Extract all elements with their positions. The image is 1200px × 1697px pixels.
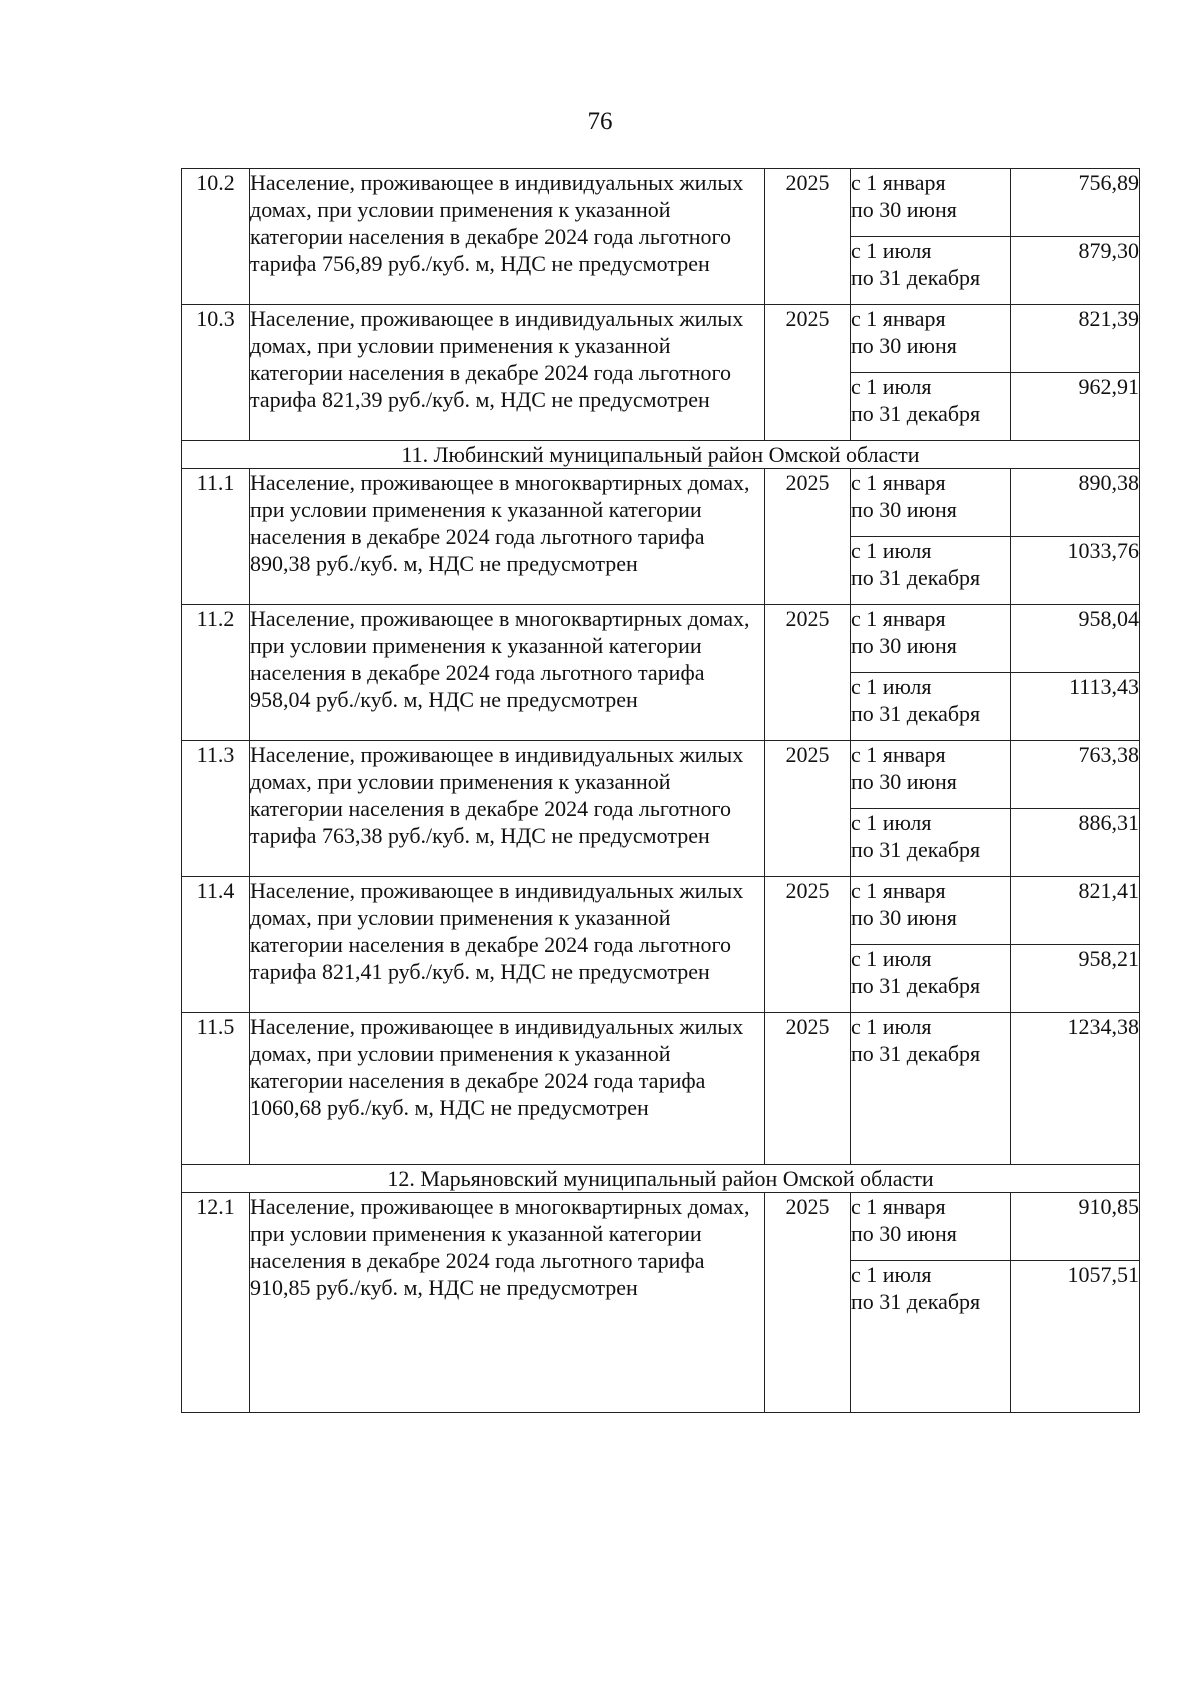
entry-year: 2025	[765, 1193, 851, 1413]
entry-number: 11.1	[182, 469, 250, 605]
period-from: с 1 июля	[851, 1014, 932, 1039]
entry-number: 10.2	[182, 169, 250, 305]
period-cell	[851, 237, 1011, 305]
entry-description: Население, проживающее в многоквартирных домах, при условии применения к указанной категории населения в декабре 2024 года льготного тарифа 890,38 руб./куб. м, НДС не предусмотрен	[250, 469, 765, 605]
entry-number: 11.5	[182, 1013, 250, 1165]
period-from: с 1 июля	[851, 238, 932, 263]
period-to: по 31 декабря	[851, 837, 981, 862]
period-to: по 31 декабря	[851, 1289, 981, 1314]
period-to: по 31 декабря	[851, 1041, 981, 1066]
section-row	[182, 1165, 1140, 1193]
tariff-value: 763,38	[1011, 741, 1140, 809]
entry-description: Население, проживающее в многоквартирных домах, при условии применения к указанной категории населения в декабре 2024 года льготного тарифа 958,04 руб./куб. м, НДС не предусмотрен	[250, 605, 765, 741]
table-row	[182, 605, 1140, 673]
period-from: с 1 июля	[851, 1262, 932, 1287]
period-to: по 31 декабря	[851, 565, 981, 590]
period-cell	[851, 741, 1011, 809]
period-cell	[851, 1261, 1011, 1413]
period-to: по 30 июня	[851, 497, 957, 522]
period-from: с 1 января	[851, 606, 946, 631]
entry-description: Население, проживающее в индивидуальных жилых домах, при условии применения к указанной категории населения в декабре 2024 года льготного тарифа 821,39 руб./куб. м, НДС не предусмотрен	[250, 305, 765, 441]
table-row	[182, 305, 1140, 373]
period-from: с 1 января	[851, 1194, 946, 1219]
period-cell	[851, 469, 1011, 537]
page-number: 76	[587, 108, 613, 135]
entry-number: 11.2	[182, 605, 250, 741]
entry-year: 2025	[765, 877, 851, 1013]
period-to: по 30 июня	[851, 769, 957, 794]
period-from: с 1 января	[851, 742, 946, 767]
entry-description: Население, проживающее в индивидуальных жилых домах, при условии применения к указанной категории населения в декабре 2024 года льготного тарифа 821,41 руб./куб. м, НДС не предусмотрен	[250, 877, 765, 1013]
entry-year: 2025	[765, 469, 851, 605]
tariff-value: 958,21	[1011, 945, 1140, 1013]
tariff-value: 886,31	[1011, 809, 1140, 877]
tariff-value: 1113,43	[1011, 673, 1140, 741]
period-to: по 31 декабря	[851, 701, 981, 726]
entry-year: 2025	[765, 605, 851, 741]
tariff-table-body	[182, 169, 1140, 1413]
period-cell	[851, 373, 1011, 441]
period-from: с 1 января	[851, 878, 946, 903]
period-from: с 1 июля	[851, 810, 932, 835]
tariff-value: 962,91	[1011, 373, 1140, 441]
tariff-value: 958,04	[1011, 605, 1140, 673]
period-cell	[851, 1013, 1011, 1165]
table-row	[182, 1013, 1140, 1165]
period-cell	[851, 169, 1011, 237]
entry-description: Население, проживающее в многоквартирных домах, при условии применения к указанной категории населения в декабре 2024 года льготного тарифа 910,85 руб./куб. м, НДС не предусмотрен	[250, 1193, 765, 1413]
entry-year: 2025	[765, 305, 851, 441]
tariff-value: 1057,51	[1011, 1261, 1140, 1413]
table-row	[182, 877, 1140, 945]
period-cell	[851, 809, 1011, 877]
period-from: с 1 января	[851, 306, 946, 331]
period-to: по 30 июня	[851, 1221, 957, 1246]
entry-number: 10.3	[182, 305, 250, 441]
entry-number: 11.4	[182, 877, 250, 1013]
period-cell	[851, 305, 1011, 373]
section-title: 11. Любинский муниципальный район Омской области	[182, 441, 1140, 469]
tariff-value: 1033,76	[1011, 537, 1140, 605]
entry-description: Население, проживающее в индивидуальных жилых домах, при условии применения к указанной категории населения в декабре 2024 года льготного тарифа 763,38 руб./куб. м, НДС не предусмотрен	[250, 741, 765, 877]
table-row	[182, 741, 1140, 809]
entry-year: 2025	[765, 1013, 851, 1165]
period-to: по 30 июня	[851, 197, 957, 222]
period-from: с 1 января	[851, 470, 946, 495]
period-to: по 31 декабря	[851, 265, 981, 290]
tariff-value: 910,85	[1011, 1193, 1140, 1261]
entry-year: 2025	[765, 741, 851, 877]
period-to: по 30 июня	[851, 905, 957, 930]
period-from: с 1 июля	[851, 374, 932, 399]
table-row	[182, 169, 1140, 237]
entry-description: Население, проживающее в индивидуальных жилых домах, при условии применения к указанной категории населения в декабре 2024 года льготного тарифа 756,89 руб./куб. м, НДС не предусмотрен	[250, 169, 765, 305]
section-row	[182, 441, 1140, 469]
tariff-value: 821,41	[1011, 877, 1140, 945]
period-to: по 31 декабря	[851, 973, 981, 998]
table-row	[182, 469, 1140, 537]
period-from: с 1 июля	[851, 946, 932, 971]
tariff-value: 879,30	[1011, 237, 1140, 305]
period-from: с 1 июля	[851, 674, 932, 699]
tariff-value: 821,39	[1011, 305, 1140, 373]
period-cell	[851, 877, 1011, 945]
entry-year: 2025	[765, 169, 851, 305]
tariff-value: 890,38	[1011, 469, 1140, 537]
tariff-value: 1234,38	[1011, 1013, 1140, 1165]
entry-number: 12.1	[182, 1193, 250, 1413]
period-to: по 30 июня	[851, 633, 957, 658]
period-cell	[851, 605, 1011, 673]
period-from: с 1 июля	[851, 538, 932, 563]
entry-number: 11.3	[182, 741, 250, 877]
period-cell	[851, 673, 1011, 741]
period-to: по 30 июня	[851, 333, 957, 358]
table-row	[182, 1193, 1140, 1261]
section-title: 12. Марьяновский муниципальный район Омской области	[182, 1165, 1140, 1193]
period-to: по 31 декабря	[851, 401, 981, 426]
period-cell	[851, 945, 1011, 1013]
entry-description: Население, проживающее в индивидуальных жилых домах, при условии применения к указанной категории населения в декабре 2024 года тарифа 1060,68 руб./куб. м, НДС не предусмотрен	[250, 1013, 765, 1165]
tariff-value: 756,89	[1011, 169, 1140, 237]
period-cell	[851, 1193, 1011, 1261]
period-from: с 1 января	[851, 170, 946, 195]
period-cell	[851, 537, 1011, 605]
tariff-table	[181, 168, 1140, 1413]
